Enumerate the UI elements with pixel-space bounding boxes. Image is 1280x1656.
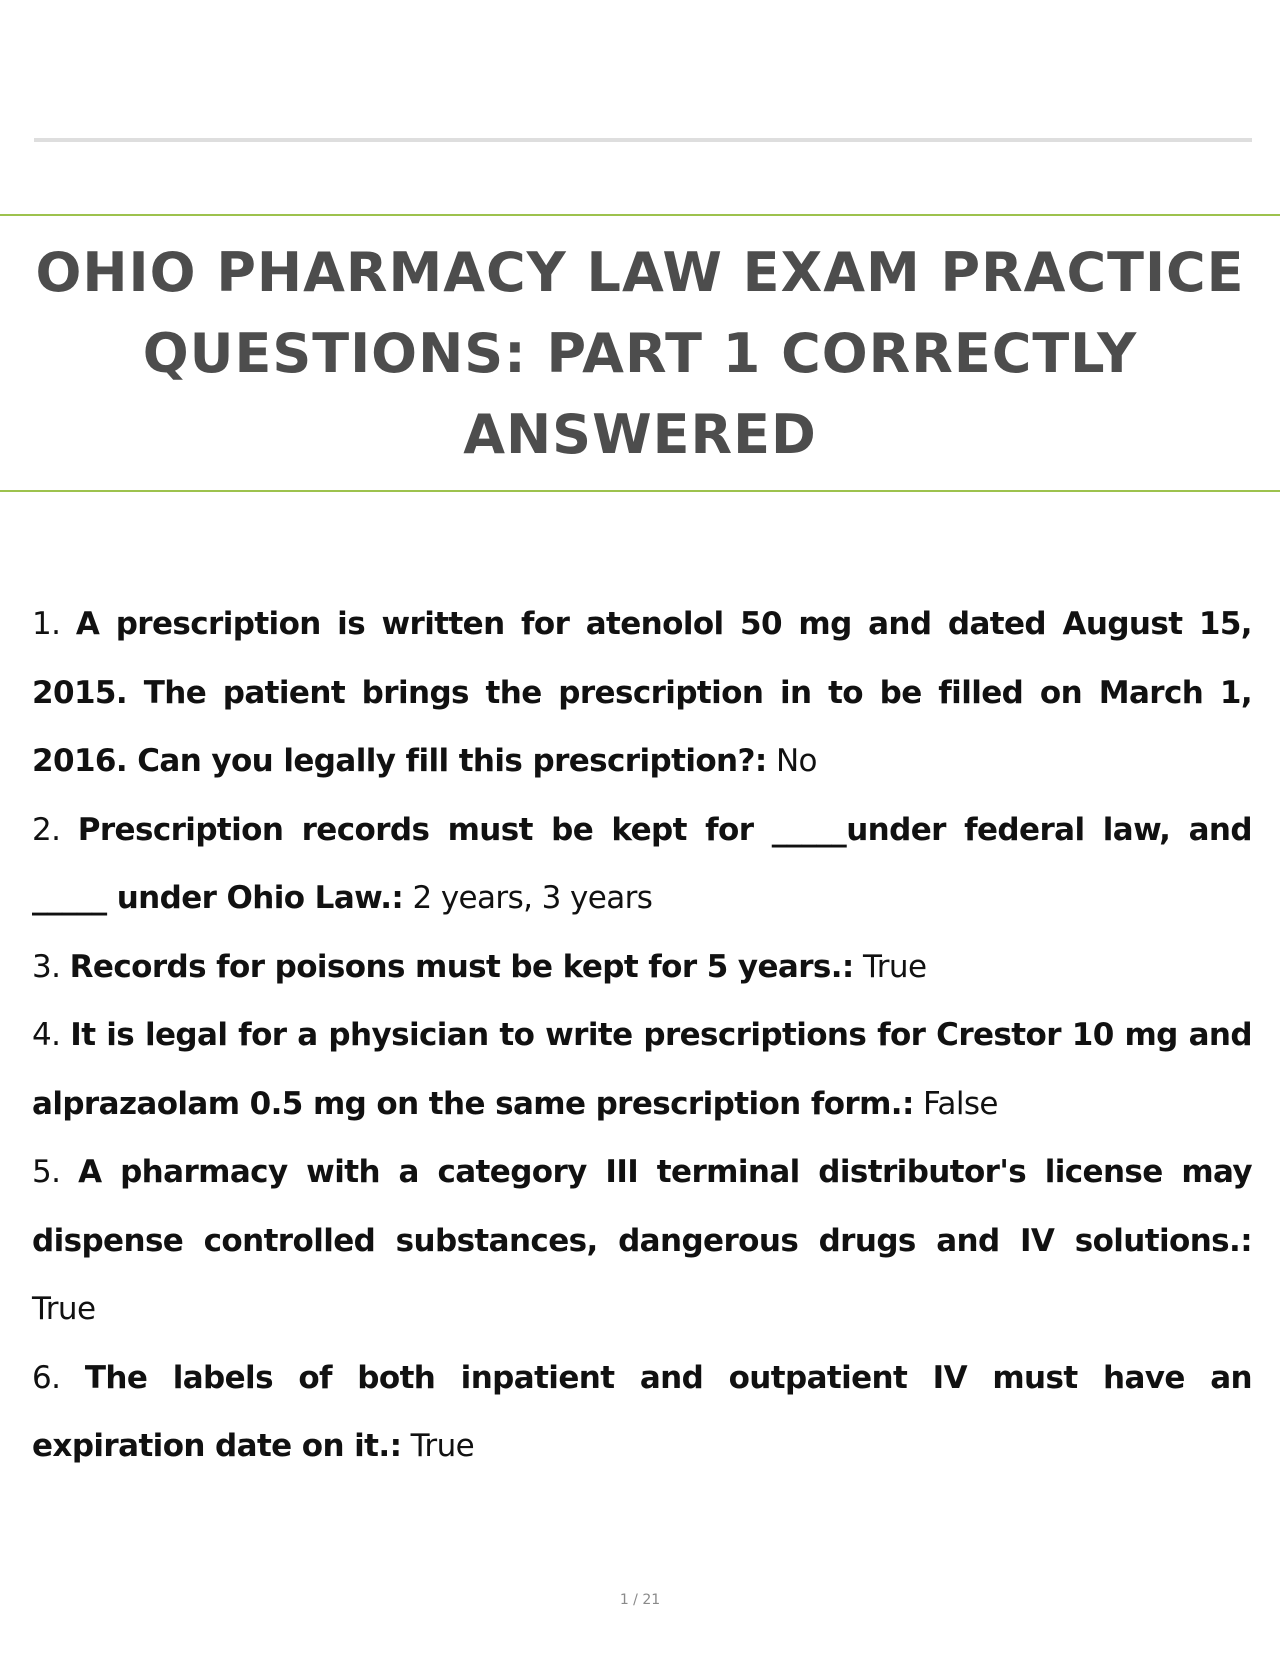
question-text: A pharmacy with a category III terminal distributor's license may dispense controlled substances, dangerous drugs and IV solutions.: <box>32 1154 1252 1259</box>
question-item <box>32 1001 1252 1138</box>
question-text: The labels of both inpatient and outpatient IV must have an expiration date on it.: <box>32 1359 1252 1464</box>
question-number: 1. <box>32 606 61 642</box>
question-text: Prescription records must be kept for _____under federal law, and _____ under Ohio Law.: <box>32 811 1252 916</box>
title-block <box>0 214 1280 492</box>
question-list <box>32 590 1252 1481</box>
question-item <box>32 1344 1252 1481</box>
question-item <box>32 590 1252 796</box>
question-item <box>32 933 1252 1002</box>
question-number: 3. <box>32 948 61 985</box>
question-answer: False <box>923 1085 998 1122</box>
question-answer: True <box>32 1291 96 1327</box>
question-number: 4. <box>32 1017 61 1053</box>
question-item <box>32 796 1252 933</box>
question-text: Records for poisons must be kept for 5 years.: <box>69 948 854 985</box>
question-answer: True <box>410 1428 475 1464</box>
question-number: 2. <box>32 811 61 848</box>
document-title: OHIO PHARMACY LAW EXAM PRACTICE QUESTIONS: PART 1 CORRECTLY ANSWERED <box>35 240 1245 466</box>
question-number: 5. <box>32 1154 61 1190</box>
question-answer: True <box>863 948 927 985</box>
page-number: 1 / 21 <box>619 1592 661 1608</box>
question-item <box>32 1138 1252 1344</box>
question-text: A prescription is written for atenolol 50 mg and dated August 15, 2015. The patient brings the prescription in to be filled on March 1, 2016. Can you legally fill this prescription?: <box>32 606 1252 779</box>
question-answer: 2 years, 3 years <box>412 880 653 916</box>
question-number: 6. <box>32 1359 61 1396</box>
question-text: It is legal for a physician to write prescriptions for Crestor 10 mg and alprazaolam 0.5 mg on the same prescription form.: <box>32 1017 1252 1122</box>
question-answer: No <box>775 743 817 779</box>
header-divider <box>34 138 1252 142</box>
